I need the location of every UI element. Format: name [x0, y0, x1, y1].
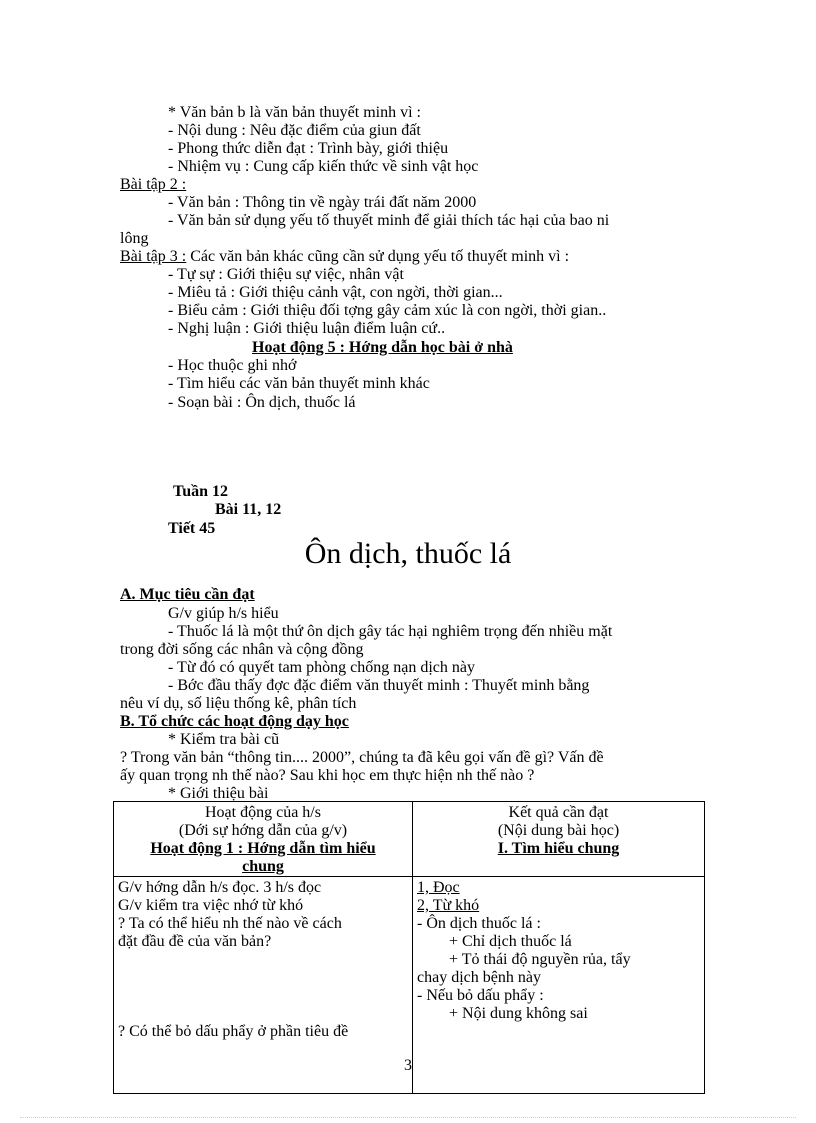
text-line: - Bớc đầu thấy đợc đặc điểm văn thuyết minh : Thuyết minh bằng — [168, 677, 590, 694]
text-line: ? Trong văn bản “thông tin.... 2000”, chúng ta đã kêu gọi vấn đề gì? Vấn đề — [120, 749, 604, 766]
section-a-heading: A. Mục tiêu cần đạt — [120, 586, 255, 603]
text-line: ấy quan trọng nh thế nào? Sau khi học em thực hiện nh thế nào ? — [120, 767, 535, 784]
text-line: - Học thuộc ghi nhớ — [168, 357, 297, 374]
period-label: Tiết 45 — [168, 520, 216, 537]
text-line: - Thuốc lá là một thứ ôn dịch gây tác hại nghiêm trọng đến nhiều mặt — [168, 623, 613, 640]
text-line: - Nhiệm vụ : Cung cấp kiến thức về sinh vật học — [168, 158, 479, 175]
col2-header — [413, 802, 705, 877]
lesson-label: Bài 11, 12 — [215, 501, 282, 518]
text-line: - Văn bản : Thông tin về ngày trái đất năm 2000 — [168, 194, 477, 211]
text-line: - Tìm hiểu các văn bản thuyết minh khác — [168, 375, 430, 392]
table-line: G/v kiểm tra việc nhớ từ khó — [118, 897, 304, 914]
col2-header-title: Kết quả cần đạt — [508, 804, 609, 821]
table-line: + Tỏ thái độ nguyền rủa, tẩy — [449, 951, 631, 968]
text-line: * Kiểm tra bài cũ — [168, 731, 280, 748]
col1-header-subtitle: (Dới sự hớng dẫn của g/v) — [178, 822, 348, 839]
week-label: Tuần 12 — [173, 483, 228, 500]
text-line: - Soạn bài : Ôn dịch, thuốc lá — [168, 394, 356, 411]
exercise-3-line — [120, 248, 569, 266]
table-line: + Nội dung không sai — [449, 1005, 588, 1022]
table-line: + Chỉ dịch thuốc lá — [449, 933, 572, 950]
activity-1-heading: Hoạt động 1 : Hớng dẫn tìm hiểu chung — [150, 840, 376, 875]
text-line: - Từ đó có quyết tam phòng chống nạn dịch này — [168, 659, 475, 676]
text-line: - Nghị luận : Giới thiệu luận điểm luận cứ.. — [168, 320, 446, 337]
table-line: đặt đầu đề của văn bản? — [118, 933, 272, 950]
text-line: - Miêu tả : Giới thiệu cảnh vật, con ngời, thời gian... — [168, 284, 503, 301]
table-line: G/v hớng dẫn h/s đọc. 3 h/s đọc — [118, 879, 322, 896]
exercise-2-heading: Bài tập 2 : — [120, 176, 187, 193]
col1-header-title: Hoạt động của h/s — [205, 804, 321, 821]
text-line: - Nội dung : Nêu đặc điểm của giun đất — [168, 122, 421, 139]
activity-table — [113, 801, 705, 1094]
page-number: 3 — [404, 1057, 412, 1074]
table-line: ? Ta có thể hiểu nh thế nào về cách — [118, 915, 342, 932]
exercise-3-heading: Bài tập 3 : — [120, 248, 187, 265]
reason-heading: * Văn bản b là văn bản thuyết minh vì : — [168, 104, 421, 121]
text-line: - Tự sự : Giới thiệu sự việc, nhân vật — [168, 266, 404, 283]
step-read: 1, Đọc — [417, 879, 460, 896]
text-line: trong đời sống các nhân và cộng đồng — [120, 641, 364, 658]
text-line: - Văn bản sử dụng yếu tố thuyết minh để giải thích tác hại của bao ni — [168, 212, 610, 229]
table-line: - Ôn dịch thuốc lá : — [417, 915, 541, 932]
table-line: chay dịch bệnh này — [417, 969, 541, 986]
page-bottom-divider — [20, 1117, 796, 1118]
text-line: * Giới thiệu bài — [168, 785, 269, 802]
text-line: - Phong thức diễn đạt : Trình bày, giới thiệu — [168, 140, 449, 157]
text-line: nêu ví dụ, số liệu thống kê, phân tích — [120, 695, 357, 712]
text-line: lông — [120, 230, 149, 247]
col1-header — [114, 802, 413, 877]
section-i-heading: I. Tìm hiểu chung — [497, 840, 620, 857]
text-line: - Biểu cảm : Giới thiệu đối tợng gây cảm xúc là con ngời, thời gian.. — [168, 302, 607, 319]
table-line: - Nếu bỏ dấu phẩy : — [417, 987, 544, 1004]
page-title: Ôn dịch, thuốc lá — [304, 537, 512, 570]
col2-header-subtitle: (Nội dung bài học) — [497, 822, 620, 839]
section-b-heading: B. Tổ chức các hoạt động dạy học — [120, 713, 349, 730]
activity-5-heading: Hoạt động 5 : Hớng dẫn học bài ở nhà — [252, 339, 513, 356]
exercise-3-text: Các văn bản khác cũng cần sử dụng yếu tố thuyết minh vì : — [186, 248, 570, 265]
table-header-row — [114, 802, 705, 877]
text-line: G/v giúp h/s hiểu — [168, 605, 279, 622]
step-difficult-words: 2, Từ khó — [417, 897, 480, 914]
table-line: ? Có thể bỏ dấu phẩy ở phần tiêu đề — [118, 1023, 349, 1040]
